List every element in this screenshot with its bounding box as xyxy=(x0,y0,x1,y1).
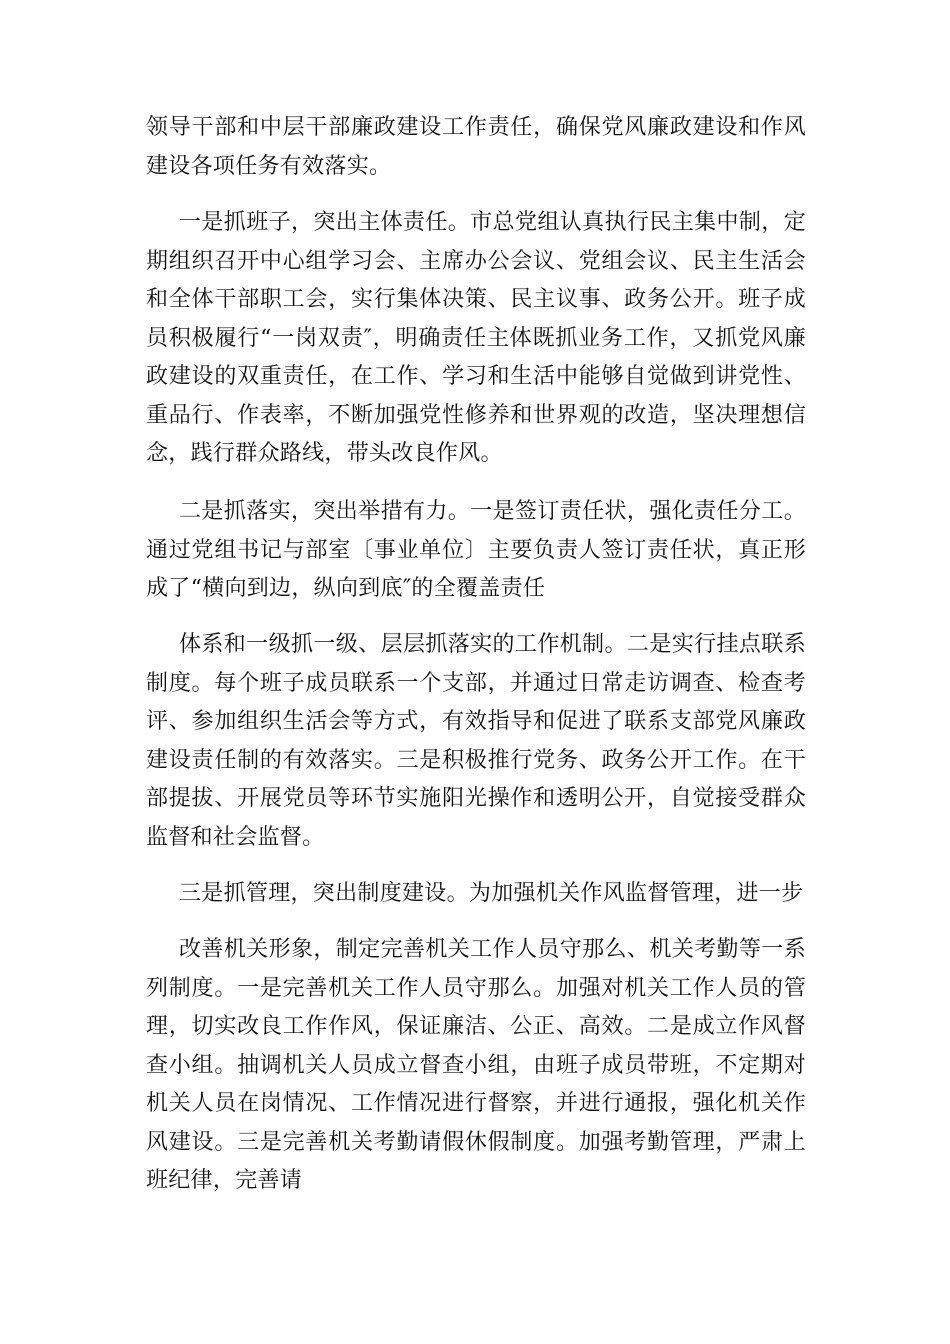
paragraph-2: 一是抓班子，突出主体责任。市总党组认真执行民主集中制，定期组织召开中心组学习会、主席办公会议、党组会议、民主生活会和全体干部职工会，实行集体决策、民主议事、政务公开。班子成员积极履行“一岗双责″，明确责任主体既抓业务工作，又抓党风廉政建设的双重责任，在工作、学习和生活中能够自觉做到讲党性、重品行、作表率，不断加强党性修养和世界观的改造，坚决理想信念，践行群众路线，带头改良作风。 xyxy=(146,210,806,466)
paragraph-1: 领导干部和中层干部廉政建设工作责任，确保党风廉政建设和作风建设各项任务有效落实。 xyxy=(146,115,806,179)
paragraph-4: 体系和一级抓一级、层层抓落实的工作机制。二是实行挂点联系制度。每个班子成员联系一个支部，并通过日常走访调查、检查考评、参加组织生活会等方式，有效指导和促进了联系支部党风廉政建设责任制的有效落实。三是积极推行党务、政务公开工作。在干部提拔、开展党员等环节实施阳光操作和透明公开，自觉接受群众监督和社会监督。 xyxy=(146,632,806,850)
paragraph-3: 二是抓落实，突出举措有力。一是签订责任状，强化责任分工。通过党组书记与部室〔事业单位〕主要负责人签订责任状，真正形成了“横向到边，纵向到底″的全覆盖责任 xyxy=(146,499,806,601)
paragraph-5: 三是抓管理，突出制度建设。为加强机关作风监督管理，进一步 xyxy=(179,881,804,906)
paragraph-6: 改善机关形象，制定完善机关工作人员守那么、机关考勤等一系列制度。一是完善机关工作人员守那么。加强对机关工作人员的管理，切实改良工作作风，保证廉洁、公正、高效。二是成立作风督查小组。抽调机关人员成立督查小组，由班子成员带班，不定期对机关人员在岗情况、工作情况进行督察，并进行通报，强化机关作风建设。三是完善机关考勤请假休假制度。加强考勤管理，严肃上班纪律，完善请 xyxy=(146,937,806,1193)
